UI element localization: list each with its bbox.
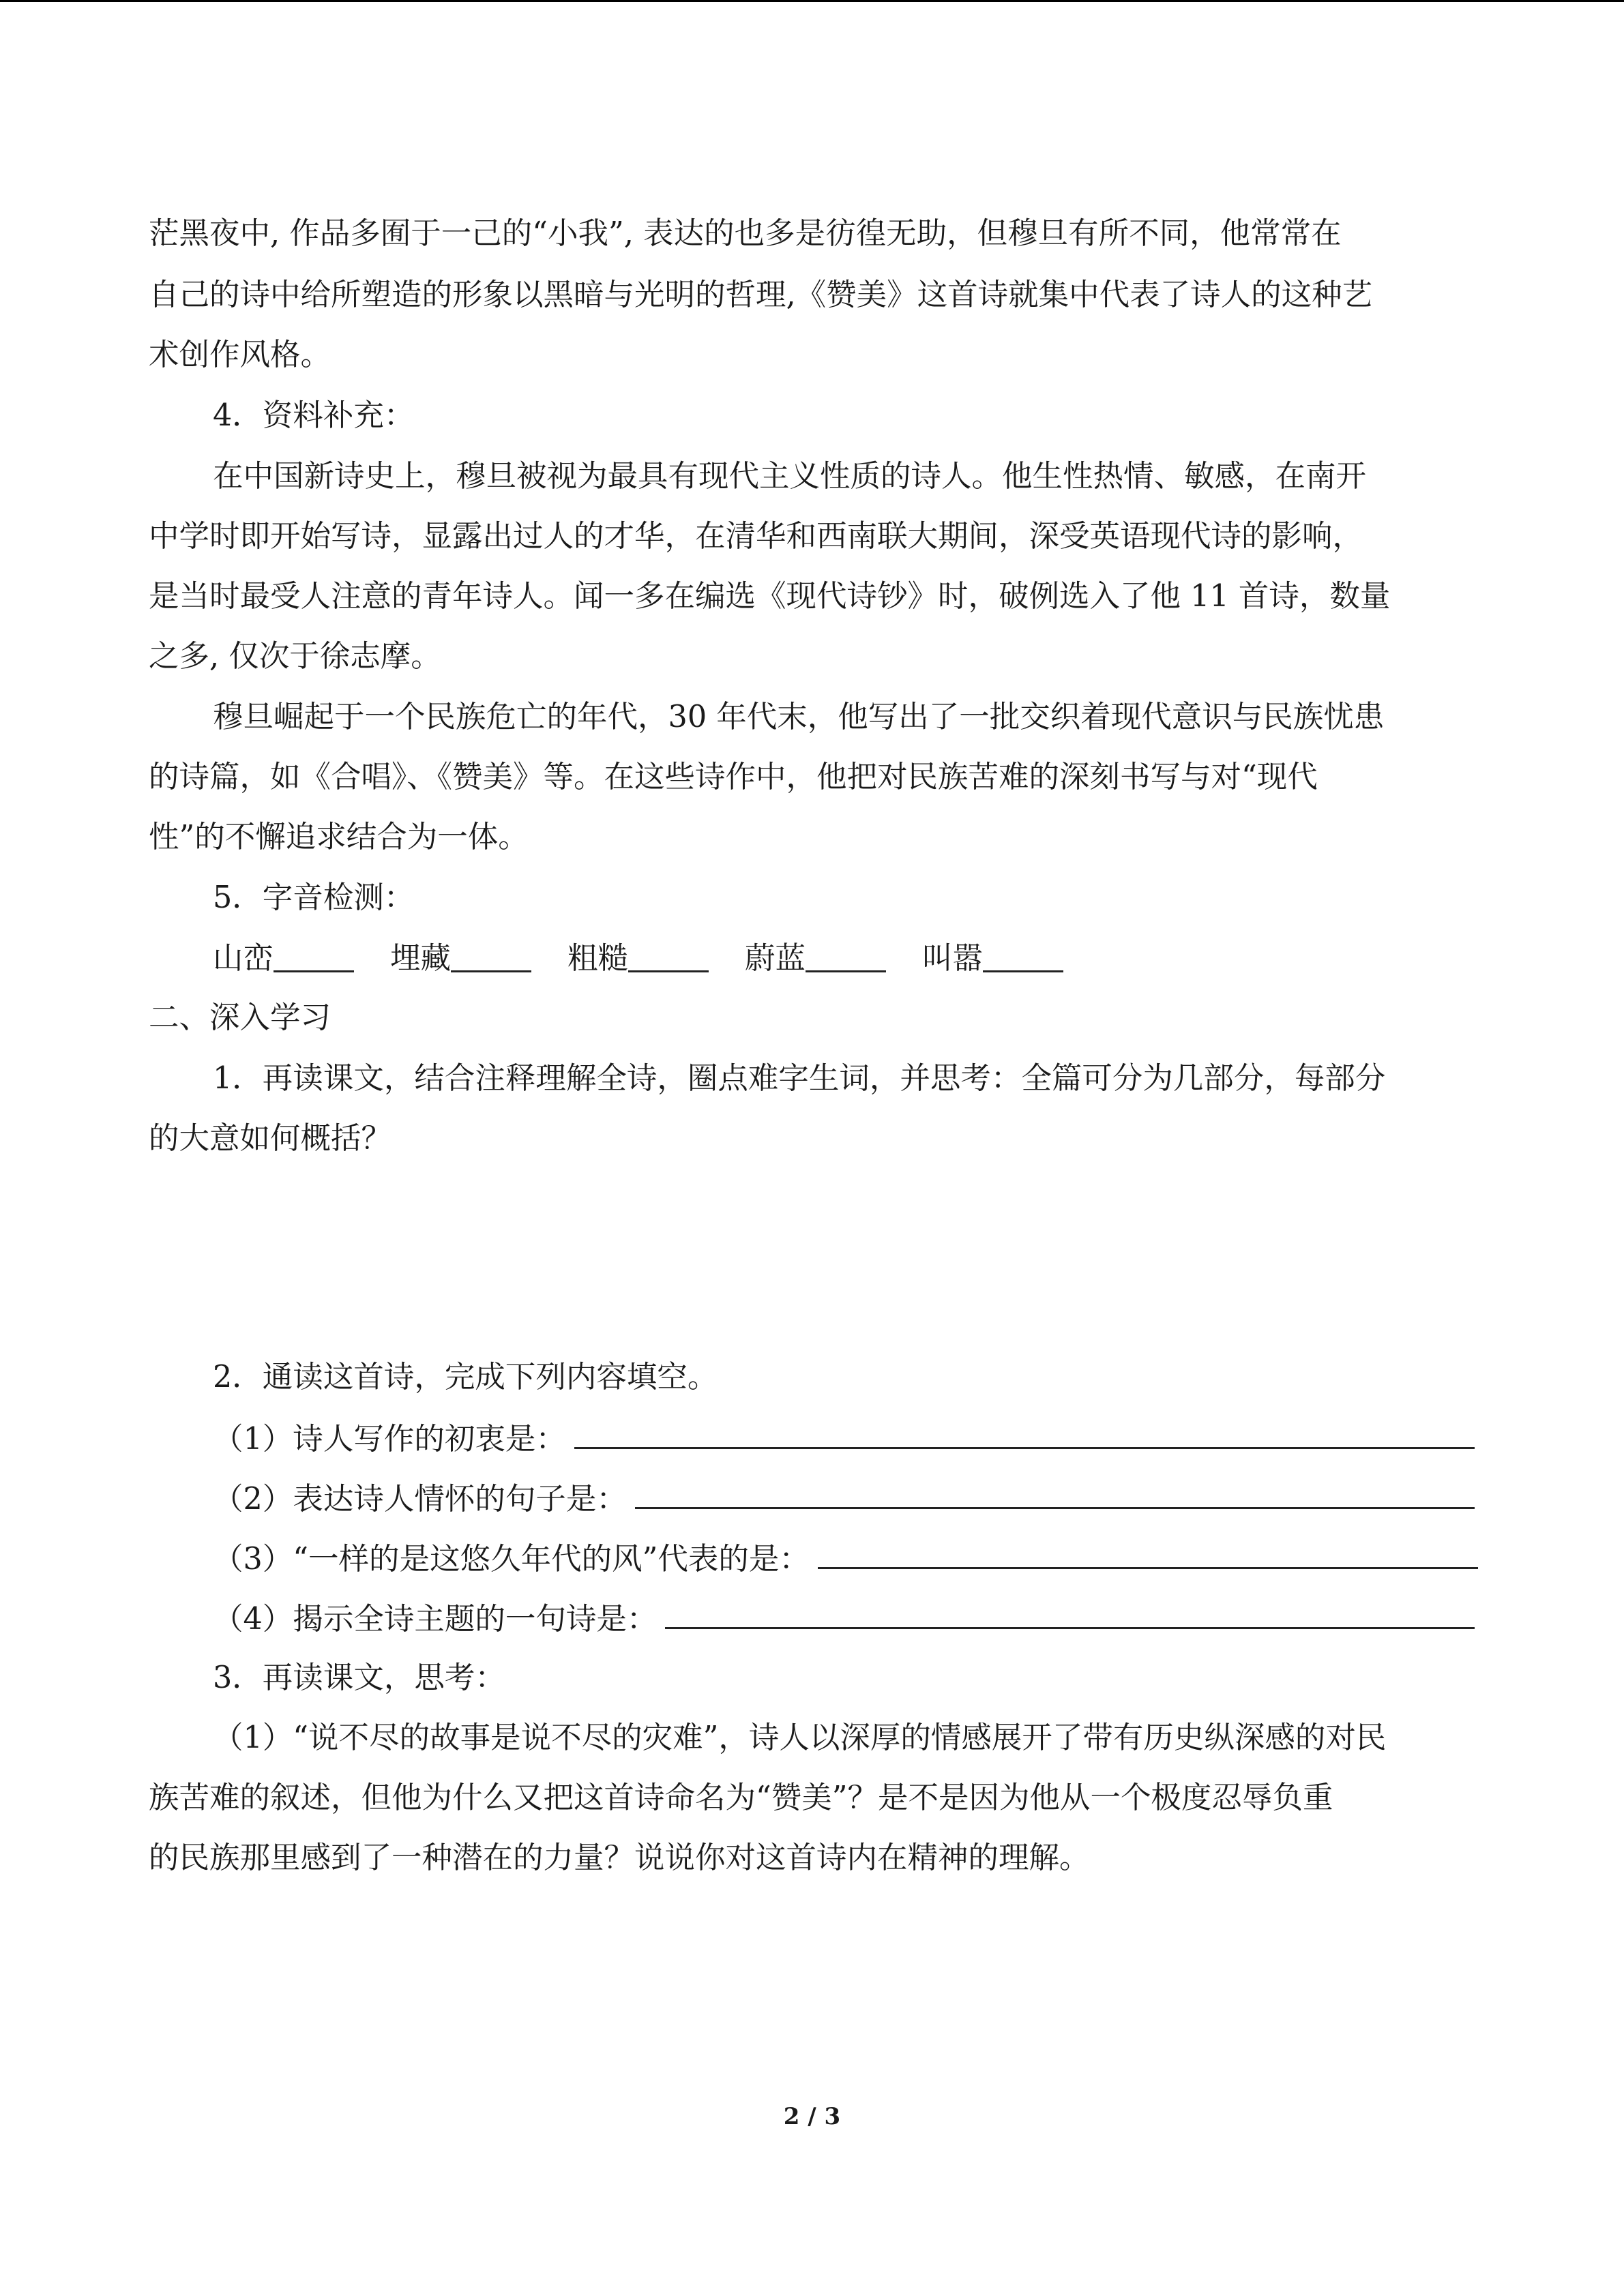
paragraph-line: 自己的诗中给所塑造的形象以黑暗与光明的哲理,《赞美》这首诗就集中代表了诗人的这种艺	[149, 278, 1373, 312]
paragraph-line: 的诗篇，如《合唱》、《赞美》等。在这些诗作中，他把对民族苦难的深刻书写与对“现代	[149, 760, 1318, 794]
paragraph-line: 茫黑夜中, 作品多囿于一己的“小我”, 表达的也多是彷徨无助，但穆旦有所不同，他常常在	[149, 216, 1342, 251]
paragraph-line: 是当时最受人注意的青年诗人。闻一多在编选《现代诗钞》时，破例选入了他 11 首诗，数量	[149, 579, 1391, 614]
vocab-word: 粗糙	[567, 941, 629, 976]
pinyin-blank[interactable]	[628, 940, 709, 972]
pinyin-blank[interactable]	[451, 940, 531, 972]
vocab-word: 叫嚣	[922, 941, 984, 976]
question-2: 2．通读这首诗，完成下列内容填空。	[213, 1360, 718, 1395]
answer-line[interactable]	[635, 1477, 1475, 1509]
fill-label: （2）表达诗人情怀的句子是：	[213, 1482, 627, 1517]
question-3-1-line: （1）“说不尽的故事是说不尽的灾难”，诗人以深厚的情感展开了带有历史纵深感的对民	[213, 1720, 1387, 1755]
fill-item-2	[213, 1477, 1475, 1518]
paragraph-line: 术创作风格。	[149, 338, 331, 372]
vocab-item	[922, 938, 1063, 979]
pronunciation-row	[213, 938, 1099, 979]
question-1-line: 1．再读课文，结合注释理解全诗，圈点难字生词，并思考：全篇可分为几部分，每部分	[213, 1061, 1386, 1096]
fill-item-4	[213, 1597, 1475, 1638]
paragraph-line: 性”的不懈追求结合为一体。	[149, 820, 529, 854]
vocab-item	[567, 938, 709, 979]
section-heading-4: 4．资料补充：	[213, 398, 415, 433]
section-title-deep-study: 二、深入学习	[149, 1000, 331, 1035]
fill-label: （3）“一样的是这悠久年代的风”代表的是：	[213, 1542, 810, 1577]
answer-line[interactable]	[665, 1597, 1475, 1629]
pinyin-blank[interactable]	[983, 940, 1063, 972]
paragraph-line: 之多, 仅次于徐志摩。	[149, 639, 441, 674]
vocab-word: 山峦	[213, 941, 274, 976]
answer-line[interactable]	[818, 1537, 1478, 1569]
vocab-word: 蔚蓝	[745, 941, 806, 976]
vocab-item	[213, 938, 354, 979]
vocab-item	[745, 938, 886, 979]
question-3: 3．再读课文，思考：	[213, 1660, 505, 1695]
pinyin-blank[interactable]	[806, 940, 886, 972]
page-number: 2 / 3	[783, 2103, 841, 2130]
question-3-1-line: 族苦难的叙述，但他为什么又把这首诗命名为“赞美”？是不是因为他从一个极度忍辱负重	[149, 1780, 1333, 1815]
fill-label: （4）揭示全诗主题的一句诗是：	[213, 1602, 658, 1637]
fill-item-3	[213, 1537, 1478, 1578]
paragraph-line: 穆旦崛起于一个民族危亡的年代，30 年代末，他写出了一批交织着现代意识与民族忧患	[213, 700, 1385, 734]
pinyin-blank[interactable]	[274, 940, 354, 972]
vocab-word: 埋藏	[390, 941, 452, 976]
answer-line[interactable]	[574, 1417, 1475, 1449]
question-3-1-line: 的民族那里感到了一种潜在的力量？说说你对这首诗内在精神的理解。	[149, 1840, 1090, 1875]
section-heading-5: 5．字音检测：	[213, 880, 415, 915]
fill-label: （1）诗人写作的初衷是：	[213, 1422, 566, 1457]
paragraph-line: 在中国新诗史上，穆旦被视为最具有现代主义性质的诗人。他生性热情、敏感，在南开	[213, 459, 1367, 494]
fill-item-1	[213, 1417, 1475, 1458]
vocab-item	[390, 938, 531, 979]
question-1-line: 的大意如何概括？	[149, 1121, 392, 1156]
paragraph-line: 中学时即开始写诗，显露出过人的才华，在清华和西南联大期间，深受英语现代诗的影响，	[149, 519, 1363, 554]
page-top-border	[0, 0, 1624, 2]
